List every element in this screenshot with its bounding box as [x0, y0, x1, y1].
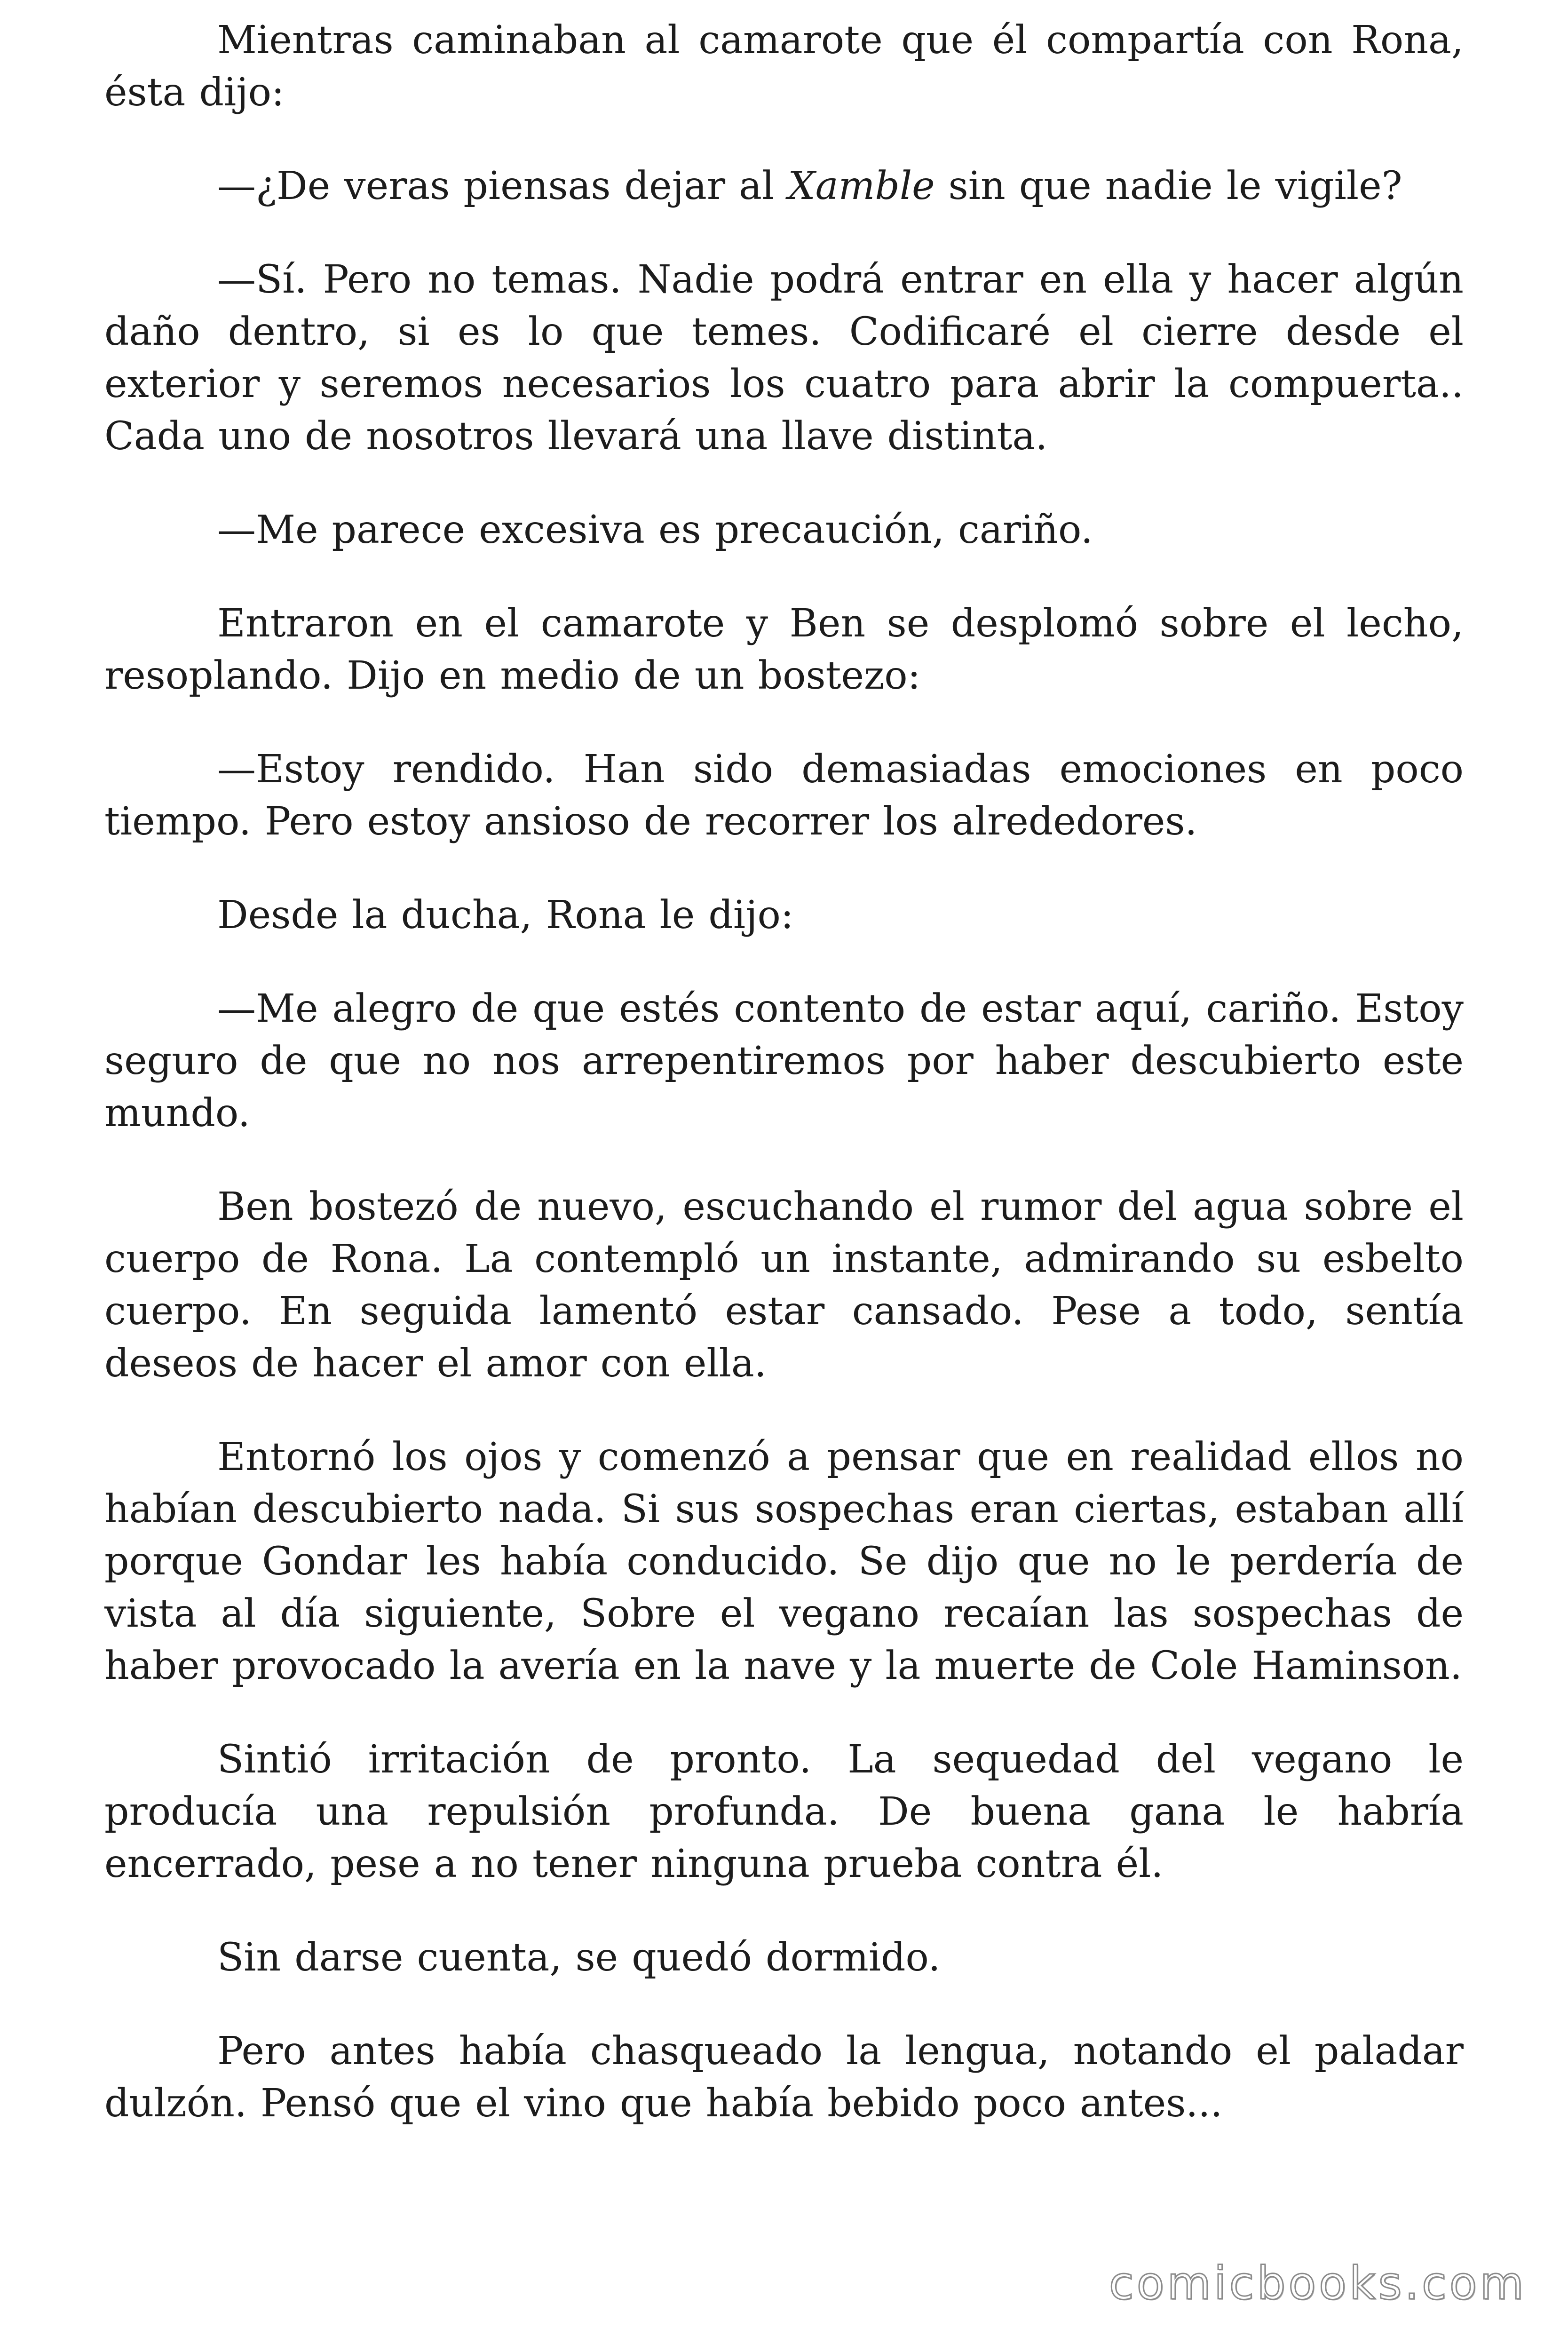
paragraph — [104, 160, 1464, 212]
paragraph: —Estoy rendido. Han sido demasiadas emociones en poco tiempo. Pero estoy ansioso de recorrer los alrededores. — [104, 747, 1464, 844]
paragraph: —Me alegro de que estés contento de estar aquí, cariño. Estoy seguro de que no nos arrepentiremos por haber descubierto este mundo. — [104, 986, 1464, 1136]
paragraph: Desde la ducha, Rona le dijo: — [217, 893, 794, 938]
ship-name-italic: Xamble — [788, 164, 935, 208]
paragraph: —Sí. Pero no temas. Nadie podrá entrar en ella y hacer algún daño dentro, si es lo que temes. Codificaré el cierre desde el exterior y seremos necesarios los cuatro para abrir la compuerta.. Cada uno de nosotros llevará una llave distinta. — [104, 257, 1464, 459]
paragraph: Entornó los ojos y comenzó a pensar que en realidad ellos no habían descubierto nada. Si sus sospechas eran ciertas, estaban allí porque Gondar les había conducido. Se dijo que no le perdería de vista al día siguiente, Sobre el vegano recaían las sospechas de haber provocado la avería en la nave y la muerte de Cole Haminson. — [104, 1435, 1464, 1688]
paragraph: Ben bostezó de nuevo, escuchando el rumor del agua sobre el cuerpo de Rona. La contempló un instante, admirando su esbelto cuerpo. En seguida lamentó estar cansado. Pese a todo, sentía deseos de hacer el amor con ella. — [104, 1184, 1464, 1386]
paragraph: Mientras caminaban al camarote que él compartía con Rona, ésta dijo: — [104, 18, 1464, 115]
paragraph-text: sin que nadie le vigile? — [934, 164, 1402, 208]
site-watermark: comicbooks.com — [1109, 2257, 1527, 2310]
paragraph: Entraron en el camarote y Ben se desplomó sobre el lecho, resoplando. Dijo en medio de un bostezo: — [104, 601, 1464, 698]
book-page — [104, 14, 1464, 2171]
paragraph: Sintió irritación de pronto. La sequedad del vegano le producía una repulsión profunda. De buena gana le habría encerrado, pese a no tener ninguna prueba contra él. — [104, 1737, 1464, 1886]
paragraph: Sin darse cuenta, se quedó dormido. — [217, 1935, 941, 1980]
paragraph-text: —¿De veras piensas dejar al — [217, 164, 788, 208]
paragraph: —Me parece excesiva es precaución, cariño. — [217, 508, 1093, 552]
paragraph: Pero antes había chasqueado la lengua, notando el paladar dulzón. Pensó que el vino que había bebido poco antes... — [104, 2029, 1464, 2126]
